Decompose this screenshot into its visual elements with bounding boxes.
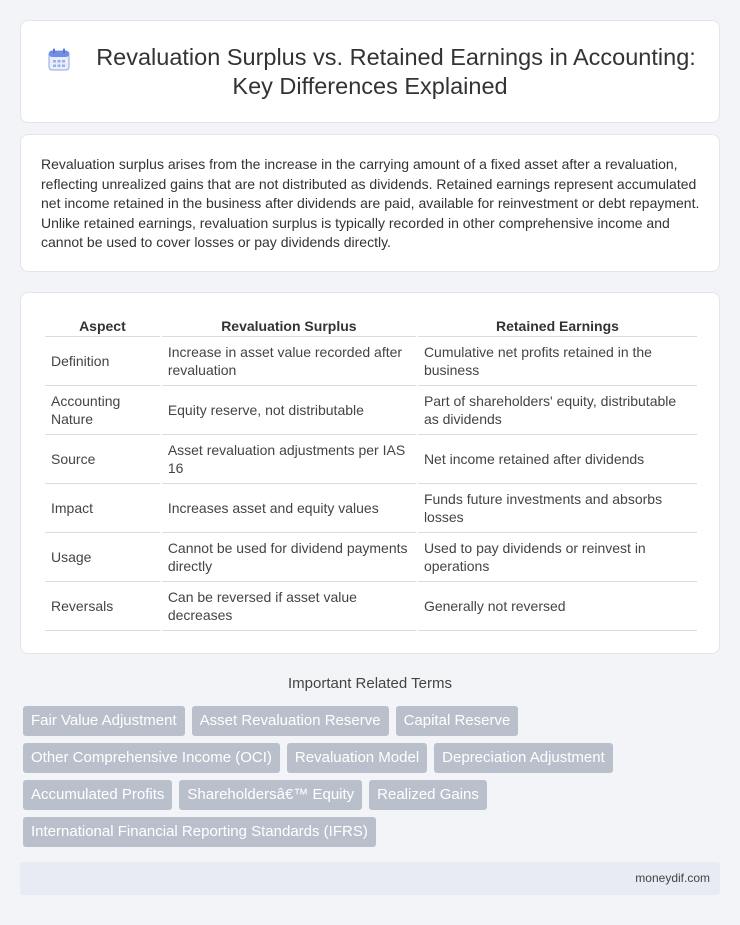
table-row — [45, 533, 697, 582]
table-cell: Part of shareholders' equity, distributable as dividends — [418, 386, 697, 435]
column-header-retained-earnings: Retained Earnings — [418, 317, 697, 337]
related-terms-heading: Important Related Terms — [288, 675, 452, 692]
page-title — [21, 43, 719, 101]
tag-row — [23, 817, 703, 847]
table-row — [45, 484, 697, 533]
header-card — [20, 20, 720, 123]
table-row — [45, 337, 697, 386]
tag-link[interactable]: Capital Reserve — [396, 706, 519, 736]
tag-link[interactable]: Fair Value Adjustment — [23, 706, 185, 736]
table-cell: Cumulative net profits retained in the business — [418, 337, 697, 386]
tag-link[interactable]: Asset Revaluation Reserve — [192, 706, 389, 736]
table-cell: Definition — [45, 337, 160, 386]
table-cell: Usage — [45, 533, 160, 582]
table-cell: Increase in asset value recorded after revaluation — [162, 337, 416, 386]
table-row — [45, 582, 697, 631]
tag-link[interactable]: Shareholdersâ€™ Equity — [179, 780, 362, 810]
column-header-aspect: Aspect — [45, 317, 160, 337]
tag-row — [23, 780, 703, 810]
title-line-1: Revaluation Surplus vs. Retained Earnings in Accounting: — [96, 44, 696, 70]
table-cell: Increases asset and equity values — [162, 484, 416, 533]
table-header-row — [45, 317, 697, 337]
table-cell: Source — [45, 435, 160, 484]
tag-link[interactable]: Other Comprehensive Income (OCI) — [23, 743, 280, 773]
table-cell: Reversals — [45, 582, 160, 631]
summary-card — [20, 134, 720, 272]
summary-text: Revaluation surplus arises from the increase in the carrying amount of a fixed asset after a revaluation, reflecting unrealized gains that are not distributed as dividends. Retained earnings represent accumulated net income retained in the business after dividends are paid, available for reinvestment or debt repayment. Unlike retained earnings, revaluation surplus is typically recorded in other comprehensive income and cannot be used to cover losses or pay dividends directly. — [41, 156, 700, 251]
table-cell: Equity reserve, not distributable — [162, 386, 416, 435]
related-terms-list — [23, 706, 703, 854]
table-cell: Asset revaluation adjustments per IAS 16 — [162, 435, 416, 484]
column-header-revaluation-surplus: Revaluation Surplus — [162, 317, 416, 337]
table-cell: Can be reversed if asset value decreases — [162, 582, 416, 631]
table-cell: Net income retained after dividends — [418, 435, 697, 484]
comparison-table-card — [20, 292, 720, 654]
table-row — [45, 435, 697, 484]
table-cell: Funds future investments and absorbs losses — [418, 484, 697, 533]
title-line-2: Key Differences Explained — [232, 73, 508, 99]
table-cell: Accounting Nature — [45, 386, 160, 435]
tag-link[interactable]: Realized Gains — [369, 780, 487, 810]
table-cell: Generally not reversed — [418, 582, 697, 631]
table-row — [45, 386, 697, 435]
table-cell: Impact — [45, 484, 160, 533]
table-cell: Used to pay dividends or reinvest in operations — [418, 533, 697, 582]
tag-link[interactable]: International Financial Reporting Standards (IFRS) — [23, 817, 376, 847]
tag-row — [23, 706, 703, 736]
footer-site-link[interactable]: moneydif.com — [635, 871, 710, 885]
tag-link[interactable]: Accumulated Profits — [23, 780, 172, 810]
table-cell: Cannot be used for dividend payments directly — [162, 533, 416, 582]
footer — [20, 862, 720, 895]
tag-row — [23, 743, 703, 773]
tag-link[interactable]: Depreciation Adjustment — [434, 743, 613, 773]
tag-link[interactable]: Revaluation Model — [287, 743, 427, 773]
comparison-table — [43, 317, 699, 631]
